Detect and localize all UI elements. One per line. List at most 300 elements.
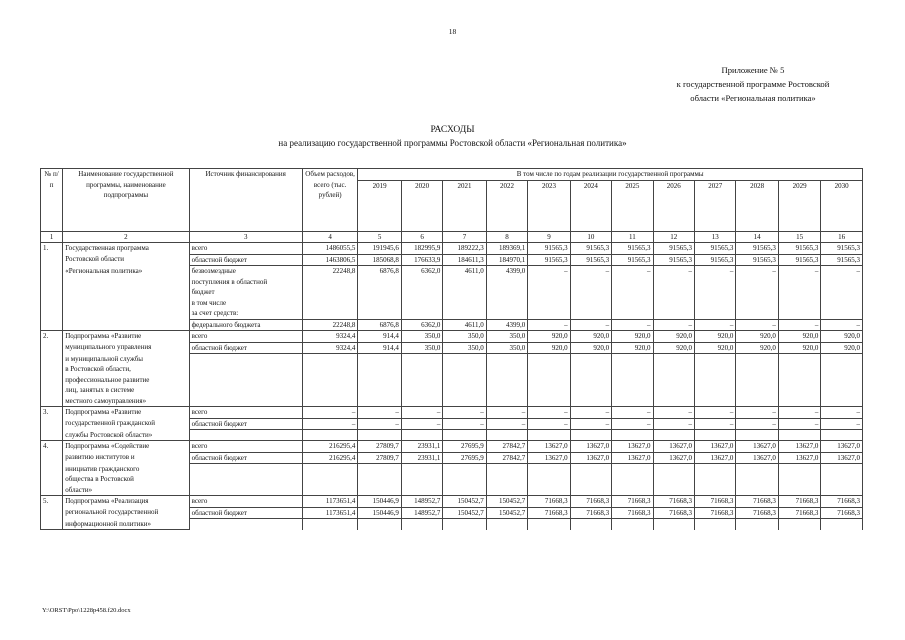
year-value-cell: 71668,3 [612,507,653,519]
year-value-cell: – [443,418,486,430]
total-volume-cell [302,354,358,365]
year-value-cell: 27695,9 [443,441,486,453]
title-main: РАСХОДЫ [430,125,475,135]
total-volume-cell [302,430,358,441]
total-volume-cell: 1463806,5 [302,254,358,266]
total-volume-cell [302,396,358,407]
year-value-cell: – [736,418,778,430]
year-value-cell [486,385,527,396]
year-value-cell [358,519,401,530]
table-row [41,319,863,331]
year-value-cell [821,396,863,407]
year-value-cell [736,364,778,375]
header-num: № п/п [41,169,63,232]
year-value-cell: 148952,7 [401,507,442,519]
funding-source-cell [189,354,302,365]
year-value-cell: – [358,418,401,430]
total-volume-cell [302,287,358,298]
year-value-cell [612,485,653,496]
year-value-cell: – [528,407,570,419]
row-number [41,519,63,530]
year-value-cell [486,354,527,365]
year-value-cell: 71668,3 [778,496,820,508]
year-value-cell [821,519,863,530]
year-value-cell [778,277,820,288]
year-value-cell: 13627,0 [778,441,820,453]
header-source: Источник финансирования [189,169,302,232]
year-value-cell: 4399,0 [486,319,527,331]
table-row [41,298,863,309]
year-value-cell [612,474,653,485]
funding-source-cell: областной бюджет [189,507,302,519]
year-value-cell: 91565,3 [570,243,611,255]
year-value-cell: – [570,407,611,419]
year-value-cell [528,375,570,386]
total-volume-cell [302,375,358,386]
year-value-cell: – [653,266,694,277]
year-value-cell [653,277,694,288]
year-value-cell [612,277,653,288]
year-value-cell [570,277,611,288]
year-value-cell [653,364,694,375]
column-number: 2 [63,231,189,243]
year-value-cell: 71668,3 [528,507,570,519]
year-value-cell: 13627,0 [570,441,611,453]
column-number: 8 [486,231,527,243]
year-value-cell [443,287,486,298]
year-value-cell: 920,0 [821,331,863,343]
header-row-1 [41,169,863,181]
program-name-cell: лиц, занятых в системе [63,385,189,396]
year-value-cell [821,385,863,396]
row-number: 5. [41,496,63,508]
year-value-cell [486,277,527,288]
year-value-cell: 91565,3 [736,243,778,255]
funding-source-cell: областной бюджет [189,342,302,354]
year-value-cell [694,396,735,407]
year-value-cell [653,430,694,441]
year-value-cell [358,287,401,298]
program-name-cell: местного самоуправления» [63,396,189,407]
program-name-cell: Государственная программа [63,243,189,255]
row-number [41,485,63,496]
year-value-cell: 189369,1 [486,243,527,255]
year-value-cell [570,485,611,496]
title-subtitle: на реализацию государственной программы Ростовской области «Региональная политика» [278,138,627,148]
year-value-cell: 920,0 [694,342,735,354]
year-value-cell: 91565,3 [821,243,863,255]
header-year: 2020 [401,180,442,231]
year-value-cell: – [401,407,442,419]
year-value-cell: 185068,8 [358,254,401,266]
funding-source-cell: всего [189,441,302,453]
program-name-cell: службы Ростовской области» [63,430,189,441]
year-value-cell: – [653,407,694,419]
year-value-cell: 920,0 [653,331,694,343]
funding-source-cell [189,430,302,441]
table-row [41,441,863,453]
year-value-cell [358,308,401,319]
year-value-cell: – [528,266,570,277]
row-number: 3. [41,407,63,419]
year-value-cell [570,464,611,475]
year-value-cell: 4611,0 [443,319,486,331]
year-value-cell: 920,0 [653,342,694,354]
year-value-cell [486,519,527,530]
column-number: 3 [189,231,302,243]
year-value-cell: 91565,3 [778,254,820,266]
year-value-cell: – [612,407,653,419]
column-number: 15 [778,231,820,243]
year-value-cell [612,308,653,319]
program-name-cell: информационной политики» [63,519,189,530]
table-row [41,364,863,375]
year-value-cell [612,287,653,298]
year-value-cell [358,385,401,396]
year-value-cell: 920,0 [778,342,820,354]
year-value-cell [694,375,735,386]
year-value-cell [653,474,694,485]
table-row [41,396,863,407]
year-value-cell [612,430,653,441]
year-value-cell [821,298,863,309]
year-value-cell: 71668,3 [694,507,735,519]
year-value-cell: 350,0 [486,342,527,354]
year-value-cell [736,375,778,386]
total-volume-cell [302,485,358,496]
year-value-cell: 71668,3 [570,507,611,519]
year-value-cell [528,464,570,475]
year-value-cell [528,354,570,365]
year-value-cell [443,375,486,386]
year-value-cell [358,430,401,441]
funding-source-cell: областной бюджет [189,254,302,266]
column-number: 4 [302,231,358,243]
year-value-cell [486,298,527,309]
table-body [41,243,863,530]
appendix-note [643,63,863,105]
year-value-cell [443,308,486,319]
year-value-cell [694,385,735,396]
year-value-cell: 27809,7 [358,441,401,453]
table-row [41,243,863,255]
year-value-cell [778,430,820,441]
column-number: 6 [401,231,442,243]
row-number [41,277,63,288]
table-row [41,342,863,354]
year-value-cell [653,519,694,530]
year-value-cell [778,298,820,309]
year-value-cell [528,474,570,485]
program-name-cell [63,287,189,298]
total-volume-cell: 1486055,5 [302,243,358,255]
year-value-cell [570,396,611,407]
year-value-cell [612,354,653,365]
year-value-cell [694,287,735,298]
row-number [41,452,63,464]
table-row [41,266,863,277]
appendix-line-1: Приложение № 5 [721,65,785,75]
year-value-cell: – [778,266,820,277]
column-number: 13 [694,231,735,243]
year-value-cell: 176633,9 [401,254,442,266]
year-value-cell [443,396,486,407]
year-value-cell [443,485,486,496]
row-number [41,507,63,519]
table-row [41,519,863,530]
funding-source-cell [189,474,302,485]
year-value-cell [358,354,401,365]
table-row [41,277,863,288]
program-name-cell: общества в Ростовской [63,474,189,485]
year-value-cell: 13627,0 [653,441,694,453]
column-number: 10 [570,231,611,243]
year-value-cell [570,354,611,365]
program-name-cell: Подпрограмма «Реализация [63,496,189,508]
year-value-cell [612,298,653,309]
year-value-cell: 91565,3 [778,243,820,255]
year-value-cell [443,464,486,475]
row-number [41,354,63,365]
row-number [41,430,63,441]
year-value-cell: 91565,3 [612,254,653,266]
funding-source-cell [189,364,302,375]
total-volume-cell [302,277,358,288]
year-value-cell [528,287,570,298]
year-value-cell: 350,0 [401,331,442,343]
header-year: 2024 [570,180,611,231]
funding-source-cell [189,385,302,396]
year-value-cell: 27809,7 [358,452,401,464]
year-value-cell [528,385,570,396]
year-value-cell: 13627,0 [736,452,778,464]
year-value-cell [401,385,442,396]
year-value-cell [486,485,527,496]
year-value-cell [821,375,863,386]
year-value-cell [778,364,820,375]
year-value-cell: – [401,418,442,430]
header-name: Наименование государственной программы, наименование подпрограммы [63,169,189,232]
year-value-cell [612,375,653,386]
year-value-cell [694,298,735,309]
year-value-cell [653,464,694,475]
column-number: 14 [736,231,778,243]
year-value-cell [570,364,611,375]
year-value-cell [358,364,401,375]
total-volume-cell [302,308,358,319]
year-value-cell [778,308,820,319]
funding-source-cell: областной бюджет [189,418,302,430]
year-value-cell: 920,0 [736,342,778,354]
year-value-cell: 920,0 [612,342,653,354]
year-value-cell [443,385,486,396]
year-value-cell: 27842,7 [486,452,527,464]
year-value-cell [358,396,401,407]
year-value-cell: – [778,319,820,331]
year-value-cell [358,474,401,485]
funding-source-cell [189,485,302,496]
year-value-cell: 920,0 [612,331,653,343]
year-value-cell: 13627,0 [653,452,694,464]
year-value-cell: 71668,3 [736,496,778,508]
column-number: 7 [443,231,486,243]
year-value-cell [612,364,653,375]
year-value-cell [358,375,401,386]
total-volume-cell [302,385,358,396]
year-value-cell [401,364,442,375]
row-number: 1. [41,243,63,255]
year-value-cell: 13627,0 [736,441,778,453]
year-value-cell [443,430,486,441]
year-value-cell [694,485,735,496]
year-value-cell [612,464,653,475]
year-value-cell [778,385,820,396]
year-value-cell: 182995,9 [401,243,442,255]
year-value-cell: – [694,266,735,277]
year-value-cell [736,277,778,288]
year-value-cell: 150452,7 [486,496,527,508]
year-value-cell: 13627,0 [528,441,570,453]
column-number: 9 [528,231,570,243]
program-name-cell: и муниципальной службы [63,354,189,365]
total-volume-cell [302,364,358,375]
year-value-cell [653,396,694,407]
year-value-cell [736,308,778,319]
row-number [41,385,63,396]
program-name-cell: в Ростовской области, [63,364,189,375]
year-value-cell [778,287,820,298]
total-volume-cell [302,474,358,485]
year-value-cell: – [443,407,486,419]
year-value-cell: – [612,418,653,430]
year-value-cell [778,474,820,485]
year-value-cell: 13627,0 [694,441,735,453]
year-value-cell: 91565,3 [694,254,735,266]
total-volume-cell: 22248,8 [302,319,358,331]
year-value-cell [401,354,442,365]
total-volume-cell: 1173651,4 [302,496,358,508]
table-row [41,308,863,319]
year-value-cell: – [778,418,820,430]
year-value-cell [401,396,442,407]
year-value-cell: 27695,9 [443,452,486,464]
program-name-cell: инициатив гражданского [63,464,189,475]
year-value-cell: 71668,3 [821,507,863,519]
year-value-cell [528,485,570,496]
year-value-cell: 23931,1 [401,452,442,464]
year-value-cell [736,474,778,485]
column-numbers-row [41,231,863,243]
year-value-cell: 91565,3 [821,254,863,266]
year-value-cell [821,464,863,475]
year-value-cell: 13627,0 [612,452,653,464]
year-value-cell: 350,0 [443,331,486,343]
program-name-cell: «Региональная политика» [63,266,189,277]
year-value-cell: – [694,407,735,419]
program-name-cell: региональной государственной [63,507,189,519]
total-volume-cell: – [302,418,358,430]
appendix-line-2: к государственной программе Ростовской [676,79,830,89]
total-volume-cell: 9324,4 [302,331,358,343]
year-value-cell: 13627,0 [694,452,735,464]
file-path-footer: Y:\ORST\Ppo\1228p458.f20.docx [42,607,131,614]
table-row [41,474,863,485]
funding-source-cell: безвозмездные [189,266,302,277]
table-row [41,485,863,496]
year-value-cell: – [653,319,694,331]
year-value-cell [401,298,442,309]
year-value-cell: 6876,8 [358,319,401,331]
row-number [41,266,63,277]
funding-source-cell: за счет средств: [189,308,302,319]
year-value-cell: – [570,418,611,430]
year-value-cell [528,277,570,288]
year-value-cell: 71668,3 [694,496,735,508]
year-value-cell [778,519,820,530]
year-value-cell [736,298,778,309]
year-value-cell: 920,0 [528,331,570,343]
total-volume-cell: 9324,4 [302,342,358,354]
total-volume-cell [302,464,358,475]
year-value-cell [358,485,401,496]
year-value-cell [570,375,611,386]
row-number: 4. [41,441,63,453]
year-value-cell [528,519,570,530]
table-row [41,418,863,430]
funding-source-cell [189,396,302,407]
program-name-cell [63,277,189,288]
row-number [41,308,63,319]
year-value-cell: 189222,3 [443,243,486,255]
year-value-cell [694,474,735,485]
expenses-table [40,168,863,530]
total-volume-cell: – [302,407,358,419]
year-value-cell: 914,4 [358,342,401,354]
year-value-cell [694,354,735,365]
column-number: 11 [612,231,653,243]
year-value-cell [736,464,778,475]
year-value-cell [486,364,527,375]
header-year: 2030 [821,180,863,231]
year-value-cell: 6876,8 [358,266,401,277]
table-row [41,452,863,464]
year-value-cell [401,430,442,441]
year-value-cell [653,385,694,396]
header-year: 2022 [486,180,527,231]
year-value-cell [528,364,570,375]
total-volume-cell: 22248,8 [302,266,358,277]
year-value-cell [486,474,527,485]
funding-source-cell: в том числе [189,298,302,309]
year-value-cell: – [736,407,778,419]
page-number: 18 [448,27,457,36]
funding-source-cell: всего [189,331,302,343]
year-value-cell: – [778,407,820,419]
funding-source-cell: всего [189,407,302,419]
program-name-cell: Ростовской области [63,254,189,266]
year-value-cell [570,474,611,485]
header-year: 2027 [694,180,735,231]
year-value-cell: 920,0 [736,331,778,343]
year-value-cell [443,298,486,309]
year-value-cell: 71668,3 [570,496,611,508]
year-value-cell [778,354,820,365]
year-value-cell: 920,0 [821,342,863,354]
year-value-cell: – [653,418,694,430]
row-number [41,319,63,331]
year-value-cell [570,287,611,298]
year-value-cell: – [612,266,653,277]
